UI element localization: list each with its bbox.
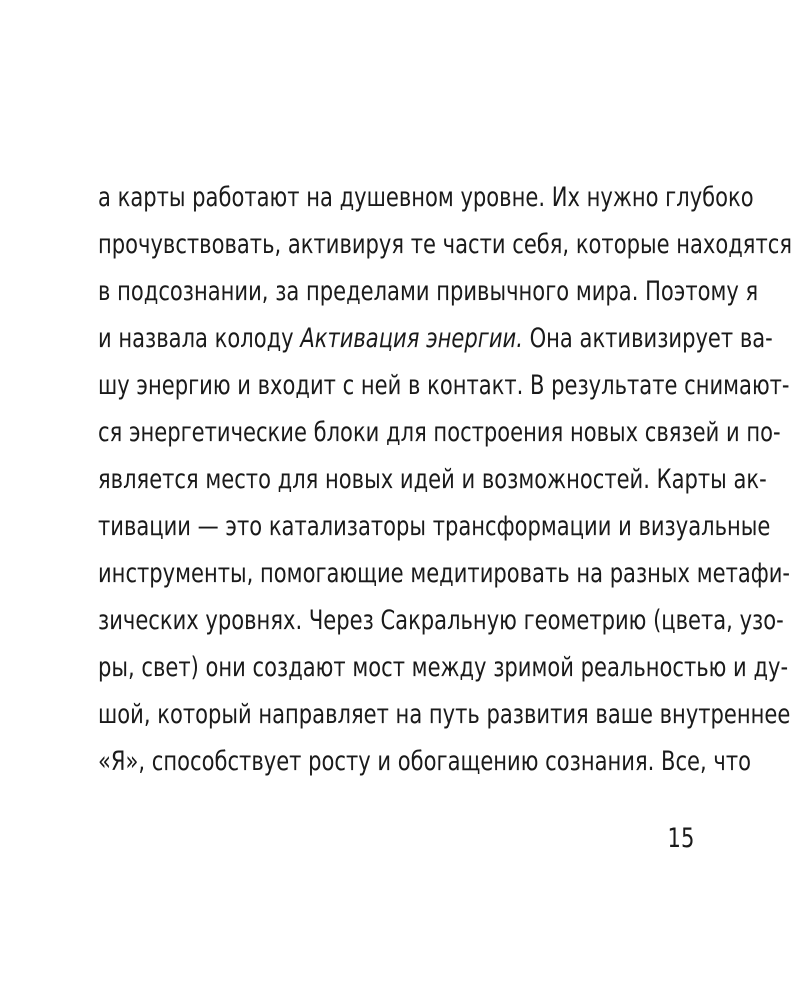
text-line: тивации — это катализаторы трансформации и визуальные bbox=[98, 511, 771, 542]
text-line: ры, свет) они создают мост между зримой реальностью и ду- bbox=[98, 652, 789, 683]
text-segment: Она активизирует ва- bbox=[522, 323, 773, 354]
text-line: а карты работают на душевном уровне. Их нужно глубоко bbox=[98, 182, 754, 213]
text-line: ся энергетические блоки для построения новых связей и по- bbox=[98, 417, 781, 448]
text-line: «Я», способствует росту и обогащению сознания. Все, что bbox=[98, 746, 751, 777]
text-line: прочувствовать, активируя те части себя, которые находятся bbox=[98, 229, 792, 260]
text-line: зических уровнях. Через Сакральную геометрию (цвета, узо- bbox=[98, 605, 784, 636]
text-line: шой, который направляет на путь развития ваше внутреннее bbox=[98, 699, 791, 730]
body-text bbox=[98, 176, 792, 787]
page-number: 15 bbox=[667, 823, 694, 854]
text-line: в подсознании, за пределами привычного мира. Поэтому я bbox=[98, 276, 759, 307]
deck-title: Активация энергии. bbox=[300, 323, 523, 354]
text-segment: и назвала колоду bbox=[98, 323, 301, 354]
text-line bbox=[98, 317, 773, 364]
text-line: шу энергию и входит с ней в контакт. В результате снимают- bbox=[98, 370, 790, 401]
text-line: является место для новых идей и возможностей. Карты ак- bbox=[98, 464, 767, 495]
text-line: инструменты, помогающие медитировать на разных метафи- bbox=[98, 558, 791, 589]
